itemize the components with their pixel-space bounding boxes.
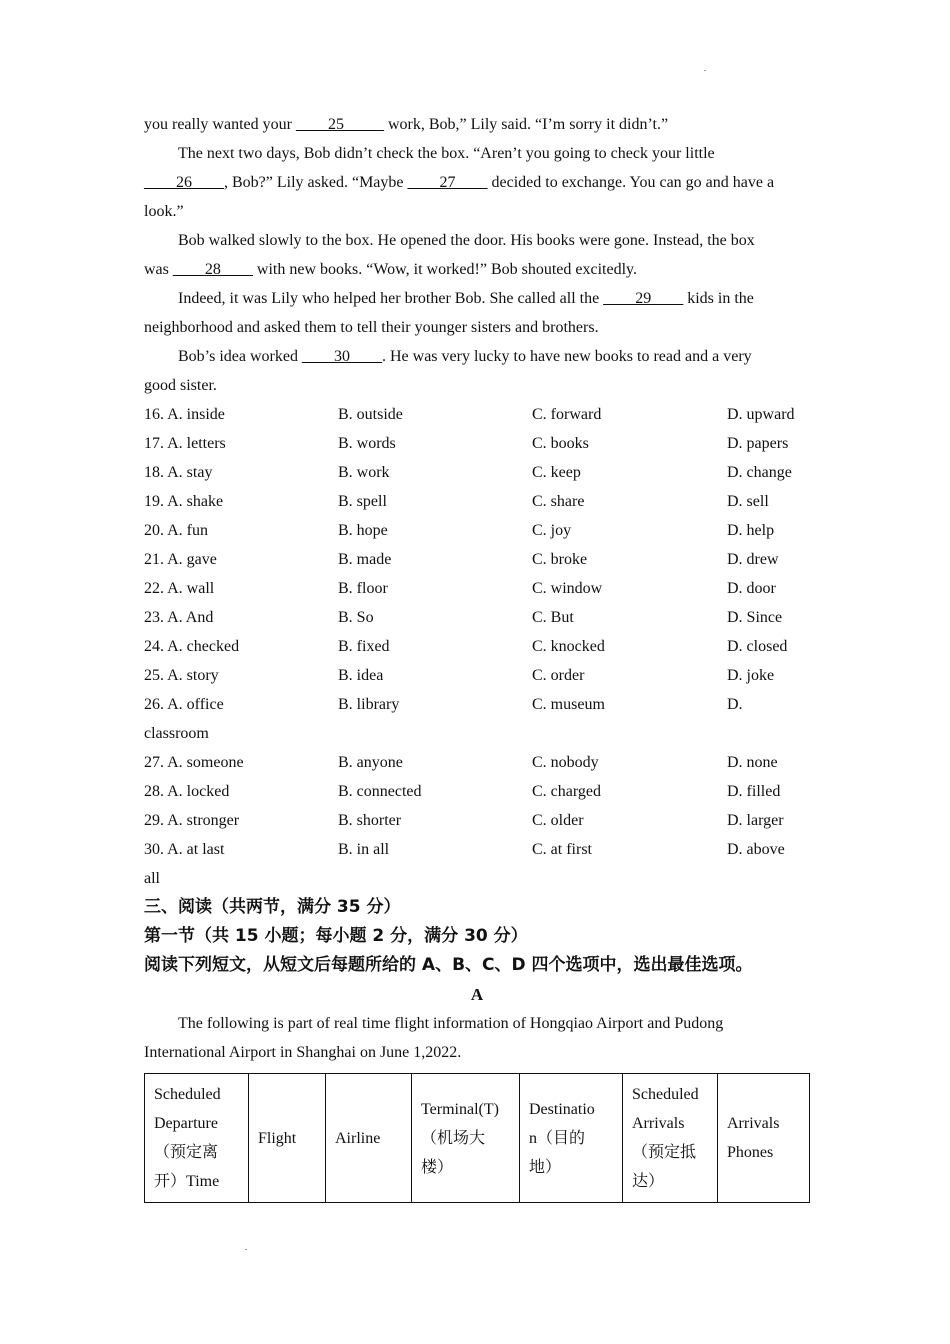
option-a: 22. A. wall [144,580,215,597]
option-row [144,574,810,603]
header-text: Destinatio [529,1100,595,1118]
option-b: B. connected [338,783,422,800]
option-wrap-text: all [144,870,160,887]
option-row [144,806,810,835]
option-c: C. charged [532,783,602,800]
header-text: 达） [632,1173,665,1190]
option-d: D. papers [727,435,789,452]
option-c: C. at first [532,841,592,858]
option-a: 18. A. stay [144,464,213,481]
flight-table [144,1073,810,1203]
text: . He was very lucky to have new books to read and a very [381,348,752,365]
header-text: 楼） [421,1158,454,1176]
header-text: 地） [529,1158,562,1176]
text: Bob’s idea worked [178,348,302,365]
passage-line-5: Bob walked slowly to the box. He opened the door. His books were gone. Instead, the box [178,232,755,249]
passage-line-1 [144,110,810,139]
option-c: C. older [532,812,584,829]
option-d: D. door [727,580,776,597]
option-a: 24. A. checked [144,638,240,655]
option-row [144,748,810,777]
option-b: B. floor [338,580,388,597]
option-b: B. words [338,435,396,452]
option-c: C. keep [532,464,581,481]
passage-line-2: The next two days, Bob didn’t check the box. “Aren’t you going to check your little [178,145,715,162]
option-a: 25. A. story [144,667,219,684]
text: was [144,261,173,278]
blank-29: ____29____ [603,290,684,307]
part-heading: 第一节（共 15 小题；每小题 2 分，满分 30 分） [144,926,528,946]
header-text: Flight [258,1129,297,1147]
header-text: Phones [727,1144,774,1161]
text: decided to exchange. You can go and have a [487,174,775,191]
blank-26: ____26____ [144,174,224,191]
option-c: C. broke [532,551,588,568]
option-d: D. larger [727,812,784,829]
header-text: Arrivals [727,1115,780,1132]
blank-25: ____25_____ [295,116,384,133]
section-heading: 三、阅读（共两节，满分 35 分） [144,897,401,917]
option-row [144,516,810,545]
option-b: B. spell [338,493,387,510]
option-row [144,429,810,458]
table-header-cell [718,1074,810,1203]
option-b: B. made [338,551,392,568]
option-row [144,545,810,574]
blank-27: ____27____ [407,174,488,191]
option-d: D. [727,696,743,713]
blank-28: ____28____ [172,261,253,278]
answer-options [144,400,810,893]
option-row [144,835,810,864]
option-a: 29. A. stronger [144,812,240,829]
passage-line-10: good sister. [144,377,217,394]
option-d: D. above [727,841,785,858]
text: work, Bob,” Lily said. “I’m sorry it didn’t.” [383,116,669,133]
table-header-cell [520,1074,623,1203]
option-b: B. shorter [338,812,402,829]
option-d: D. help [727,522,775,539]
option-c: C. share [532,493,585,510]
page-mark-bottom [245,1249,247,1250]
option-c: C. window [532,580,603,597]
text: , Bob?” Lily asked. “Maybe [224,174,408,191]
option-c: C. museum [532,696,605,713]
option-d: D. Since [727,609,783,626]
option-row [144,400,810,429]
header-text: Scheduled [632,1086,699,1103]
option-b: B. So [338,609,374,626]
option-c: C. books [532,435,589,452]
option-a: 23. A. And [144,609,214,626]
exam-page [144,110,810,1203]
table-header-row [145,1074,810,1203]
option-a: 16. A. inside [144,406,225,423]
option-row [144,632,810,661]
option-a: 26. A. office [144,696,224,713]
table-header-cell [145,1074,249,1203]
header-text: （预定抵 [632,1144,697,1161]
option-d: D. upward [727,406,795,423]
table-header-cell [623,1074,718,1203]
option-wrap-text: classroom [144,725,209,742]
option-d: D. sell [727,493,769,510]
option-b: B. hope [338,522,388,539]
option-d: D. joke [727,667,775,684]
header-text: n（目的 [529,1129,586,1147]
option-a: 30. A. at last [144,841,225,858]
intro-line-1: The following is part of real time flight information of Hongqiao Airport and Pudong [178,1015,724,1032]
option-b: B. anyone [338,754,403,771]
intro-line-2: International Airport in Shanghai on June 1,2022. [144,1044,462,1061]
passage-line-3 [144,168,810,197]
passage-line-7 [144,284,810,313]
header-text: （机场大 [421,1129,486,1147]
option-c: C. forward [532,406,602,423]
blank-30: ____30____ [301,348,382,365]
header-text: Scheduled [154,1086,221,1103]
option-b: B. idea [338,667,384,684]
header-text: Arrivals [632,1115,685,1132]
table-header-cell [326,1074,412,1203]
table-header-cell [249,1074,326,1203]
option-a: 20. A. fun [144,522,208,539]
option-row [144,458,810,487]
option-b: B. fixed [338,638,390,655]
page-mark-top [704,70,706,71]
option-c: C. nobody [532,754,599,771]
option-c: C. But [532,609,574,626]
option-b: B. in all [338,841,390,858]
option-a: 27. A. someone [144,754,244,771]
option-d: D. filled [727,783,781,800]
option-row [144,777,810,806]
option-d: D. none [727,754,778,771]
header-text: Airline [335,1129,381,1147]
option-a: 28. A. locked [144,783,230,800]
passage-line-8: neighborhood and asked them to tell their younger sisters and brothers. [144,319,599,336]
text: you really wanted your [144,116,296,133]
passage-line-9 [144,342,810,371]
option-row [144,487,810,516]
option-a: 19. A. shake [144,493,224,510]
option-a: 17. A. letters [144,435,226,452]
option-b: B. outside [338,406,403,423]
option-d: D. change [727,464,792,481]
option-c: C. joy [532,522,572,539]
option-c: C. knocked [532,638,605,655]
option-row [144,661,810,690]
option-b: B. work [338,464,390,481]
passage-line-6 [144,255,810,284]
option-c: C. order [532,667,585,684]
option-d: D. closed [727,638,788,655]
passage-label: A [470,985,484,1004]
header-text: Terminal(T) [421,1100,499,1118]
text: with new books. “Wow, it worked!” Bob shouted excitedly. [252,261,638,278]
option-a: 21. A. gave [144,551,217,568]
text: Indeed, it was Lily who helped her brother Bob. She called all the [178,290,604,307]
option-row [144,603,810,632]
table-header-cell [412,1074,520,1203]
text: kids in the [683,290,754,307]
header-text: （预定离 [154,1144,219,1161]
passage-line-4: look.” [144,203,184,220]
option-row [144,690,810,719]
instruction-text: 阅读下列短文，从短文后每题所给的 A、B、C、D 四个选项中，选出最佳选项。 [144,955,753,975]
header-text: Departure [154,1115,218,1132]
option-d: D. drew [727,551,779,568]
header-text: 开）Time [154,1173,220,1190]
option-b: B. library [338,696,400,713]
